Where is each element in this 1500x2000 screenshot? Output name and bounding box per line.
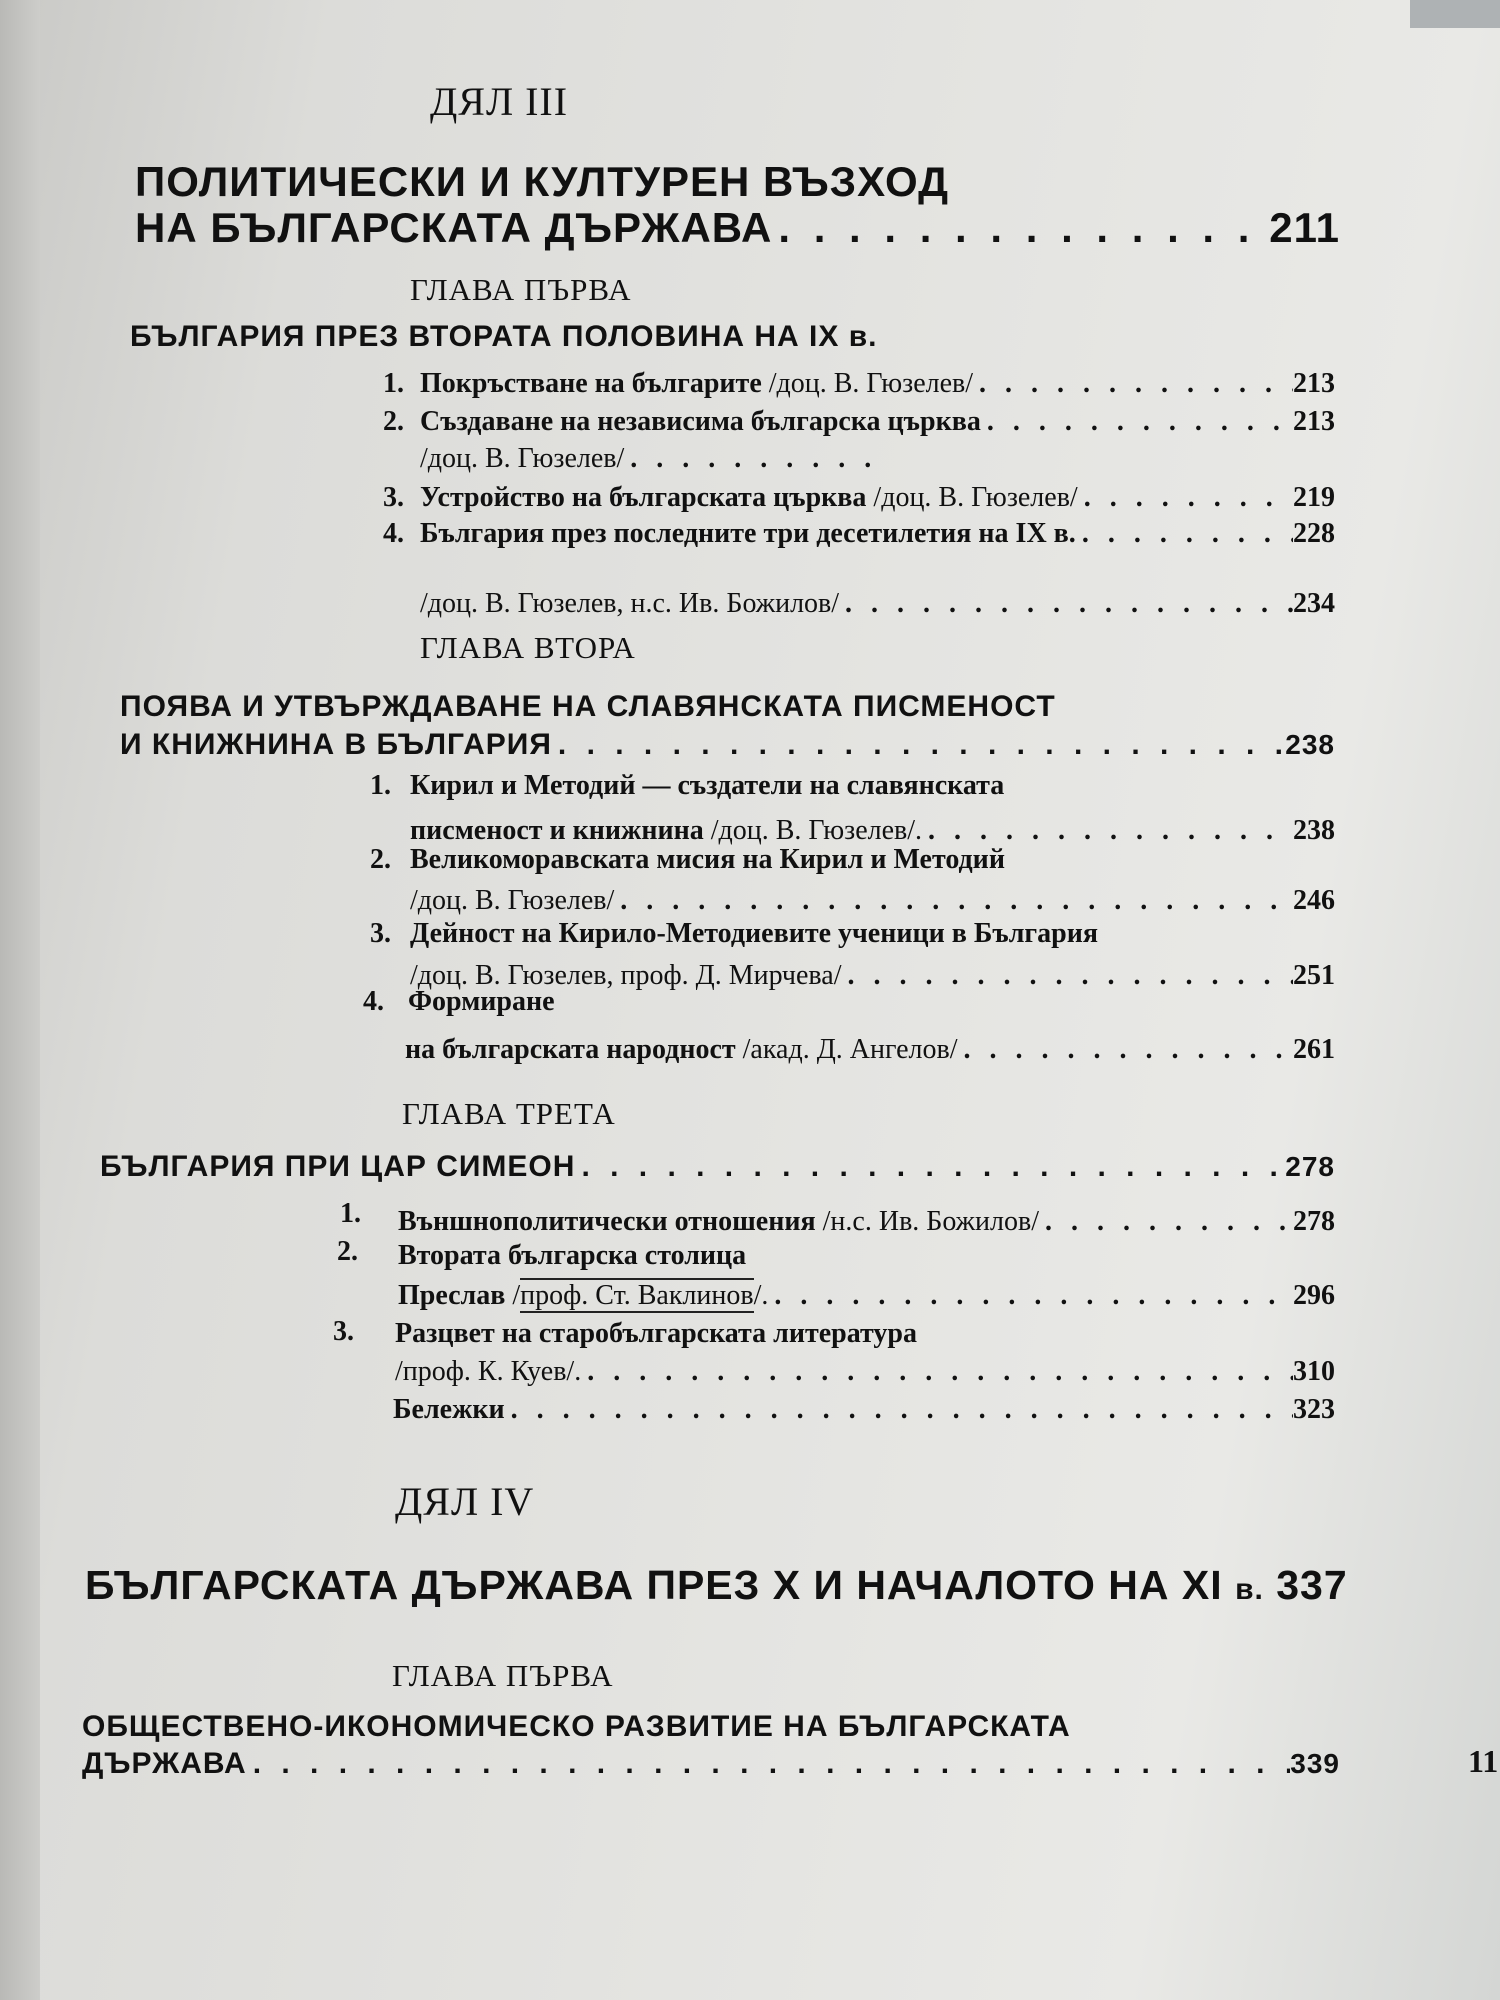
entry-page: 278 — [1293, 1206, 1335, 1237]
leader-dots — [841, 960, 1293, 992]
toc-entry[interactable] — [420, 368, 1335, 400]
leader-dots — [922, 815, 1293, 847]
toc-entry[interactable] — [420, 482, 1335, 514]
entry-author: /доц. В. Гюзелев, н.с. Ив. Божилов/ — [420, 588, 840, 619]
entry-title: Кирил и Методий — създатели на славянската — [410, 770, 1005, 801]
part4-chapter1-page: 339 — [1290, 1748, 1340, 1779]
author-bracket-end: /. — [753, 1280, 769, 1311]
toc-entry[interactable] — [398, 1206, 1335, 1238]
entry-author: /акад. Д. Ангелов/ — [742, 1034, 958, 1065]
leader-dots — [575, 1150, 1285, 1184]
part4-page: 337 — [1276, 1562, 1348, 1608]
entry-title-cont: на българската народност — [405, 1034, 736, 1065]
part4-title-suffix: в. — [1235, 1573, 1264, 1606]
leader-dots — [505, 1394, 1293, 1426]
entry-author: /доц. В. Гюзелев/ — [410, 885, 615, 916]
entry-title: Покръстване на българите — [420, 368, 762, 399]
toc-entry[interactable] — [420, 518, 1335, 550]
leader-dots — [768, 1280, 1293, 1312]
part4-chapter1-title-line1: ОБЩЕСТВЕНО-ИКОНОМИЧЕСКО РАЗВИТИЕ НА БЪЛГАРСКАТА — [82, 1710, 1071, 1743]
entry-page: 219 — [1293, 482, 1335, 513]
chapter3-title-row — [100, 1150, 1335, 1184]
entry-page: 228 — [1293, 518, 1335, 549]
toc-entry[interactable] — [405, 1034, 1335, 1066]
chapter2-title-row — [120, 728, 1335, 762]
entry-author: /проф. К. Куев/. — [395, 1356, 582, 1387]
entry-author: /доц. В. Гюзелев/ — [768, 368, 974, 399]
entry-title-cont: писменост и книжнина — [410, 815, 704, 846]
entry-page: 234 — [1293, 588, 1335, 619]
part4-chapter1-title-row — [82, 1747, 1340, 1781]
entry-title: Разцвет на старобългарската литература — [395, 1318, 917, 1349]
item-number: 1. — [370, 770, 391, 801]
entry-title: България през последните три десетилетия на IX в. — [420, 518, 1076, 549]
entry-page: 213 — [1293, 406, 1335, 437]
entry-title: Великоморавската мисия на Кирил и Методий — [410, 844, 1005, 875]
leader-dots — [624, 443, 870, 475]
toc-entry[interactable] — [398, 1280, 1335, 1312]
entry-author: /н.с. Ив. Божилов/ — [822, 1206, 1039, 1237]
part3-title-line2: НА БЪЛГАРСКАТА ДЪРЖАВА — [135, 204, 773, 251]
leader-dots — [581, 1356, 1293, 1388]
entry-title: Бележки — [393, 1394, 505, 1425]
chapter3-page: 278 — [1285, 1151, 1335, 1182]
toc-entry[interactable] — [395, 1356, 1335, 1388]
toc-entry[interactable] — [393, 1394, 1335, 1426]
entry-title: Външнополитически отношения — [398, 1206, 816, 1237]
item-number: 4. — [363, 986, 384, 1017]
leader-dots — [981, 406, 1293, 438]
item-number: 2. — [337, 1236, 358, 1267]
part3-page: 211 — [1269, 204, 1340, 251]
chapter3-label: ГЛАВА ТРЕТА — [402, 1096, 616, 1131]
item-number: 4. — [383, 518, 404, 549]
leader-dots — [552, 728, 1285, 762]
toc-entry[interactable] — [420, 406, 1335, 438]
entry-title-cont: Преслав — [398, 1280, 506, 1311]
leader-dots — [973, 368, 1293, 400]
entry-title: Създаване на независима българска църква — [420, 406, 981, 437]
entry-page: 238 — [1293, 815, 1335, 846]
entry-page: 323 — [1293, 1394, 1335, 1425]
entry-author: /доц. В. Гюзелев/ — [420, 443, 625, 474]
toc-entry-continuation — [420, 443, 870, 475]
item-number: 3. — [333, 1316, 354, 1347]
entry-author: /доц. В. Гюзелев, проф. Д. Мирчева/ — [410, 960, 842, 991]
part4-title-row — [85, 1562, 1348, 1609]
entry-title: Устройство на българската църква — [420, 482, 867, 513]
chapter2-title-line1: ПОЯВА И УТВЪРЖДАВАНЕ НА СЛАВЯНСКАТА ПИСМЕНОСТ — [120, 690, 1056, 723]
item-number: 1. — [340, 1198, 361, 1229]
leader-dots — [839, 588, 1293, 620]
chapter1-title: БЪЛГАРИЯ ПРЕЗ ВТОРАТА ПОЛОВИНА НА IX в. — [130, 320, 878, 353]
leader-dots — [247, 1747, 1291, 1781]
leader-dots — [772, 204, 1269, 252]
entry-author: /доц. В. Гюзелев/. — [710, 815, 923, 846]
part4-chapter1-title-line2: ДЪРЖАВА — [82, 1747, 247, 1780]
item-number: 2. — [383, 406, 404, 437]
entry-page: 310 — [1293, 1356, 1335, 1387]
leader-dots — [614, 885, 1293, 917]
toc-entry-continuation — [420, 588, 1335, 620]
part4-label: ДЯЛ IV — [395, 1479, 535, 1524]
page-number: 11 — [1468, 1743, 1499, 1779]
chapter1-label: ГЛАВА ПЪРВА — [410, 272, 632, 307]
leader-dots — [1076, 518, 1293, 550]
toc-entry[interactable] — [410, 815, 1335, 847]
entry-page: 213 — [1293, 368, 1335, 399]
chapter2-label: ГЛАВА ВТОРА — [420, 630, 636, 665]
entry-title: Втората българска столица — [398, 1240, 747, 1271]
entry-title: Формиране — [408, 986, 555, 1017]
item-number: 3. — [383, 482, 404, 513]
entry-author: проф. Ст. Ваклинов — [520, 1280, 754, 1311]
entry-page: 246 — [1293, 885, 1335, 916]
entry-page: 261 — [1293, 1034, 1335, 1065]
entry-page: 296 — [1293, 1280, 1335, 1311]
part3-title-line1: ПОЛИТИЧЕСКИ И КУЛТУРЕН ВЪЗХОД — [135, 158, 950, 205]
leader-dots — [1039, 1206, 1293, 1238]
chapter3-title: БЪЛГАРИЯ ПРИ ЦАР СИМЕОН — [100, 1150, 576, 1183]
entry-title: Дейност на Кирило-Методиевите ученици в България — [410, 918, 1098, 949]
leader-dots — [1078, 482, 1293, 514]
toc-entry[interactable] — [410, 885, 1335, 917]
part3-label: ДЯЛ III — [430, 79, 569, 124]
chapter2-page: 238 — [1285, 729, 1335, 760]
item-number: 1. — [383, 368, 404, 399]
author-bracket: / — [512, 1280, 521, 1311]
part4-title: БЪЛГАРСКАТА ДЪРЖАВА ПРЕЗ X И НАЧАЛОТО НА XI — [85, 1562, 1223, 1608]
page-edge-shadow — [0, 0, 40, 2000]
item-number: 2. — [370, 844, 391, 875]
entry-page: 251 — [1293, 960, 1335, 991]
item-number: 3. — [370, 918, 391, 949]
leader-dots — [958, 1034, 1293, 1066]
chapter2-title-line2: И КНИЖНИНА В БЪЛГАРИЯ — [120, 728, 552, 761]
part3-title-row — [135, 204, 1340, 252]
background-corner — [1410, 0, 1500, 28]
part4-chapter1-label: ГЛАВА ПЪРВА — [392, 1658, 614, 1693]
entry-author: /доц. В. Гюзелев/ — [873, 482, 1078, 513]
